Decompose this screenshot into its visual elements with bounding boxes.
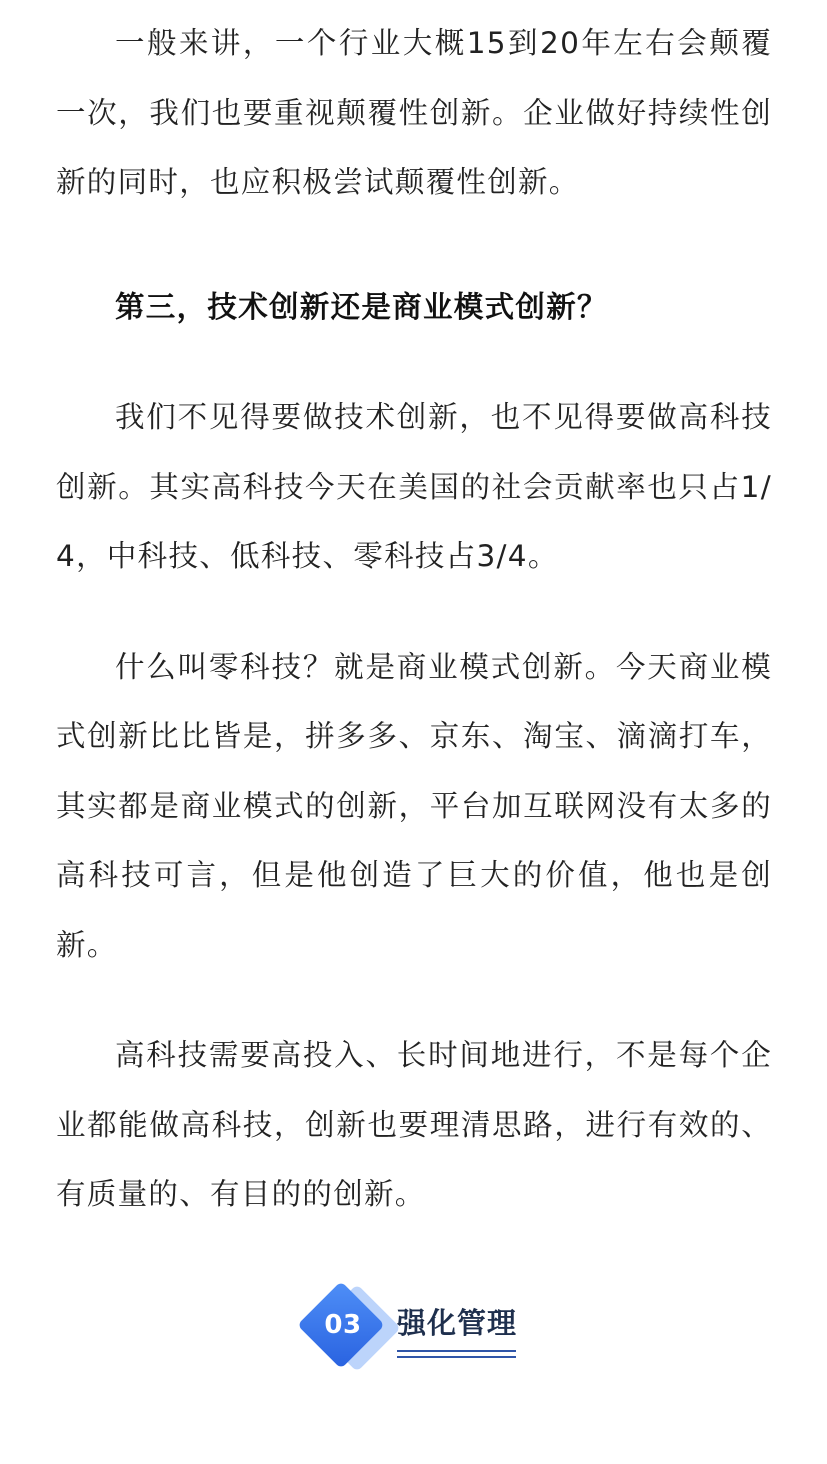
section-number: 03 bbox=[324, 1310, 362, 1340]
spacer bbox=[56, 342, 772, 383]
section-heading: 第三，技术创新还是商业模式创新？ bbox=[115, 289, 608, 324]
spacer bbox=[56, 592, 772, 633]
paragraph-business-model: 什么叫零科技？就是商业模式创新。今天商业模式创新比比皆是，拼多多、京东、淘宝、滴滴打车，其实都是商业模式的创新，平台加互联网没有太多的高科技可言，但是他创造了巨大的价值，他也是创新。 bbox=[56, 649, 772, 962]
paragraph-disruptive-innovation: 一般来讲，一个行业大概15到20年左右会颠覆一次，我们也要重视颠覆性创新。企业做好持续性创新的同时，也应积极尝试颠覆性创新。 bbox=[56, 26, 772, 199]
spacer bbox=[56, 980, 772, 1021]
section-header-badge bbox=[300, 1283, 530, 1373]
title-underline bbox=[397, 1356, 516, 1358]
paragraph-high-tech: 高科技需要高投入、长时间地进行，不是每个企业都能做高科技，创新也要理清思路，进行有效的、有质量的、有目的的创新。 bbox=[56, 1038, 772, 1211]
title-underline bbox=[397, 1350, 516, 1352]
section-title: 强化管理 bbox=[397, 1306, 518, 1340]
paragraph-tech-innovation: 我们不见得要做技术创新，也不见得要做高科技创新。其实高科技今天在美国的社会贡献率也只占1/4，中科技、低科技、零科技占3/4。 bbox=[56, 400, 772, 573]
article-body bbox=[56, 0, 772, 1230]
